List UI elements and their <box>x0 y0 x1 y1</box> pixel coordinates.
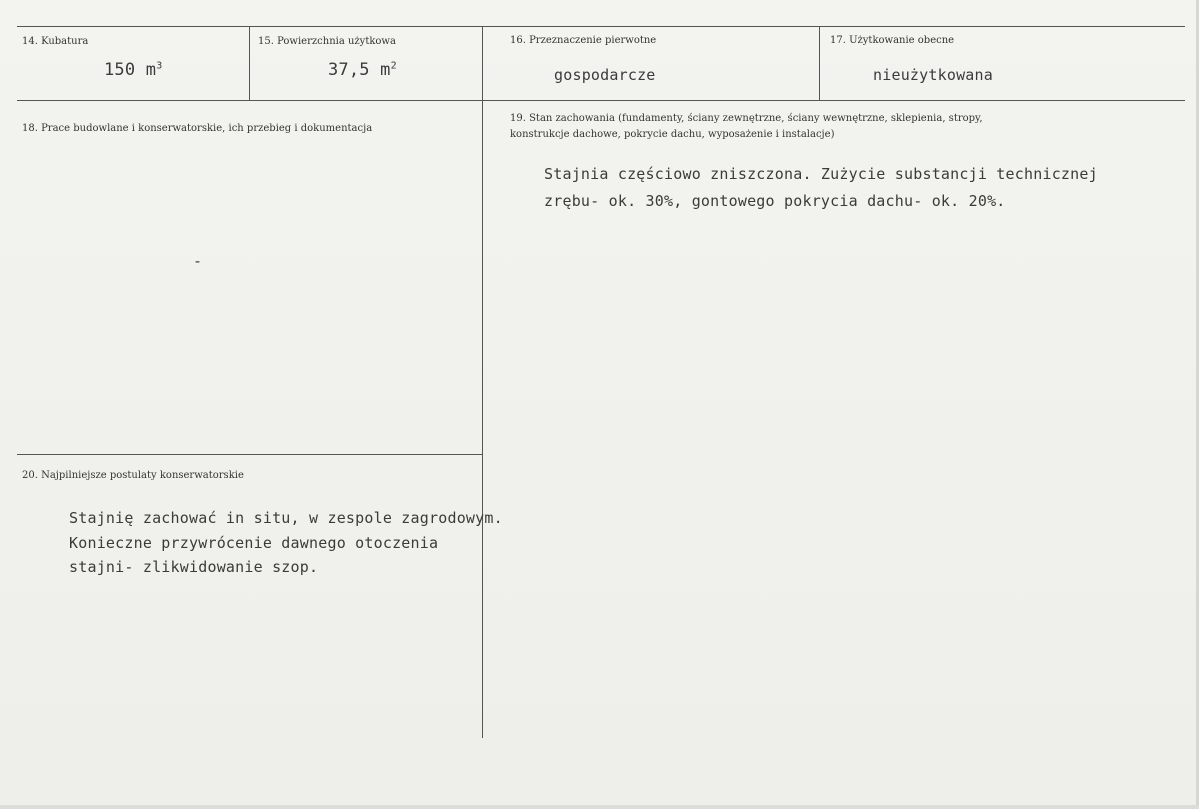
col-divider-1 <box>249 26 250 100</box>
field-17-value: nieużytkowana <box>873 66 993 84</box>
field-15-label: 15. Powierzchnia użytkowa <box>258 36 396 47</box>
field-14-value-text: 150 m <box>104 60 157 80</box>
field-16-value: gospodarcze <box>554 66 656 84</box>
field-20-text-line3: stajni- zlikwidowanie szop. <box>69 558 319 576</box>
field-19-label-line1: 19. Stan zachowania (fundamenty, ściany zewnętrzne, ściany wewnętrzne, sklepienia, stropy, <box>510 113 983 124</box>
field-20-label: 20. Najpilniejsze postulaty konserwatorskie <box>22 470 244 481</box>
field-18-value: - <box>193 252 203 270</box>
top-rule <box>17 26 1185 27</box>
col-divider-main <box>482 26 483 738</box>
bottom-edge-shadow <box>0 805 1199 809</box>
field-19-text-line2: zrębu- ok. 30%, gontowego pokrycia dachu- ok. 20%. <box>544 192 1006 210</box>
field-15-value <box>328 60 397 80</box>
field-17-label: 17. Użytkowanie obecne <box>830 35 955 46</box>
field-19-text-line1: Stajnia częściowo zniszczona. Zużycie substancji technicznej <box>544 165 1098 183</box>
field-14-unit-exponent: 3 <box>156 60 163 72</box>
field-15-unit-exponent: 2 <box>390 60 397 72</box>
row1-bottom-rule <box>17 100 1185 101</box>
field-20-text-line2: Konieczne przywrócenie dawnego otoczenia <box>69 534 439 552</box>
field-18-label: 18. Prace budowlane i konserwatorskie, ich przebieg i dokumentacja <box>22 123 373 134</box>
field-20-text-line1: Stajnię zachować in situ, w zespole zagrodowym. <box>69 509 503 527</box>
row2-bottom-rule <box>17 454 483 455</box>
field-16-label: 16. Przeznaczenie pierwotne <box>510 35 657 46</box>
field-15-value-text: 37,5 m <box>328 60 391 80</box>
field-19-label-line2: konstrukcje dachowe, pokrycie dachu, wyposażenie i instalacje) <box>510 129 835 140</box>
field-14-label: 14. Kubatura <box>22 36 89 47</box>
field-14-value <box>104 60 162 80</box>
col-divider-3 <box>819 26 820 100</box>
